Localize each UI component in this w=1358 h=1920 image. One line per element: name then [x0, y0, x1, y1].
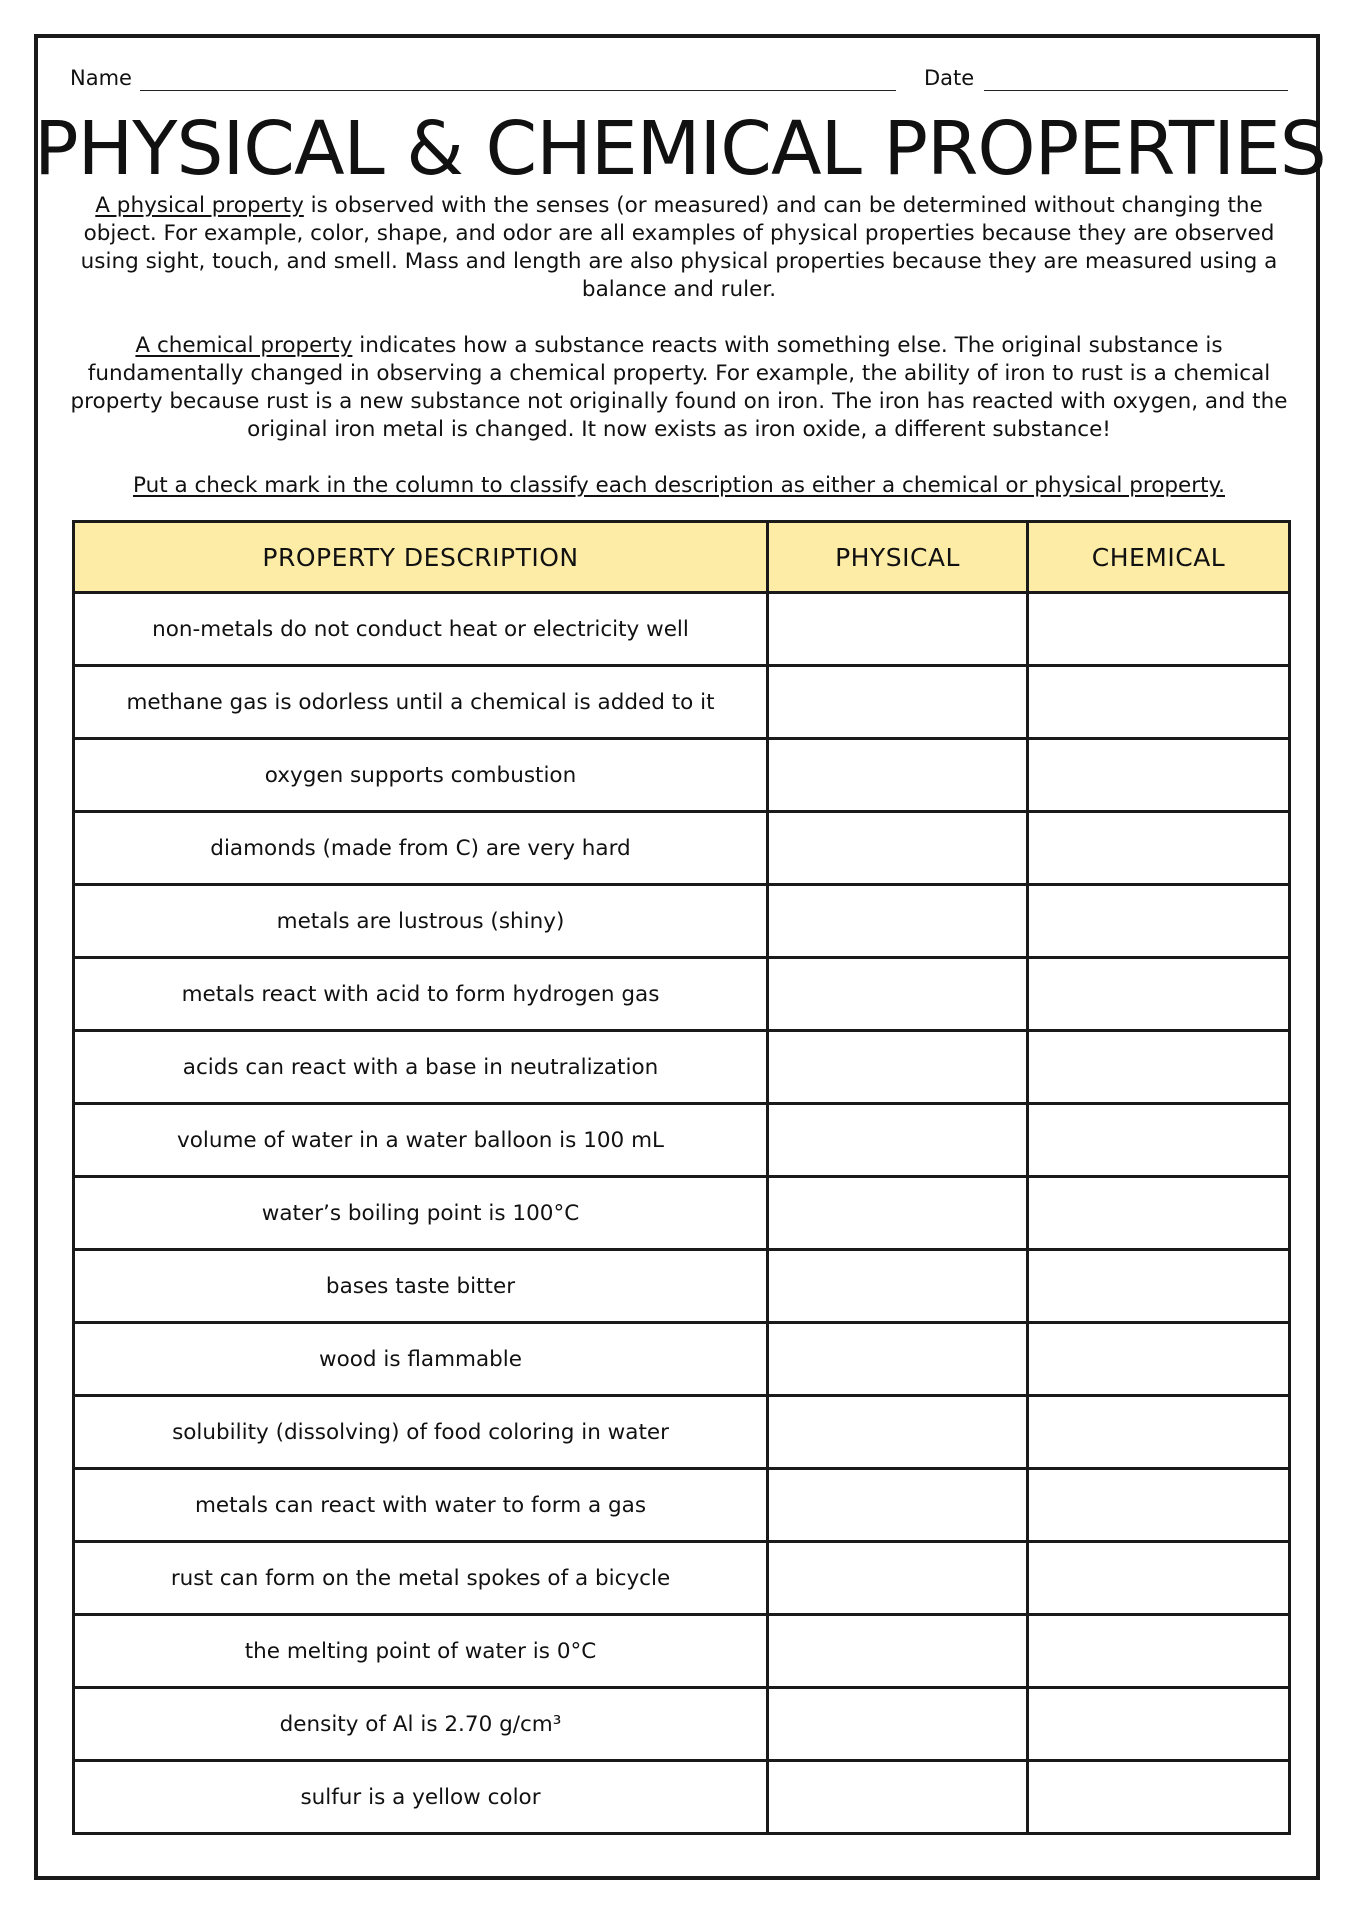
physical-property-term: A physical property	[95, 193, 304, 218]
chemical-check-cell[interactable]	[1028, 1688, 1290, 1761]
property-description: solubility (dissolving) of food coloring in water	[74, 1396, 768, 1469]
physical-check-cell[interactable]	[768, 739, 1028, 812]
property-description: diamonds (made from C) are very hard	[74, 812, 768, 885]
chemical-property-text: indicates how a substance reacts with something else. The original substance is fundamentally changed in observing a chemical property. For example, the ability of iron to rust is a chemical property because rust is a new substance not originally found on iron. The iron has reacted with oxygen, and the original iron metal is changed. It now exists as iron oxide, a different substance!	[70, 333, 1288, 442]
chemical-check-cell[interactable]	[1028, 739, 1290, 812]
physical-check-cell[interactable]	[768, 1323, 1028, 1396]
name-date-row	[70, 66, 1288, 96]
chemical-check-cell[interactable]	[1028, 666, 1290, 739]
chemical-check-cell[interactable]	[1028, 1396, 1290, 1469]
table-row	[74, 1177, 1290, 1250]
chemical-check-cell[interactable]	[1028, 593, 1290, 666]
physical-check-cell[interactable]	[768, 1542, 1028, 1615]
table-row	[74, 1761, 1290, 1834]
property-description: oxygen supports combustion	[74, 739, 768, 812]
date-label: Date	[924, 66, 975, 90]
property-description: water’s boiling point is 100°C	[74, 1177, 768, 1250]
chemical-check-cell[interactable]	[1028, 885, 1290, 958]
table-row	[74, 958, 1290, 1031]
physical-check-cell[interactable]	[768, 1615, 1028, 1688]
date-field[interactable]	[984, 90, 1288, 91]
chemical-check-cell[interactable]	[1028, 1250, 1290, 1323]
chemical-property-term: A chemical property	[135, 333, 353, 358]
chemical-check-cell[interactable]	[1028, 1761, 1290, 1834]
chemical-property-definition	[64, 332, 1294, 444]
chemical-check-cell[interactable]	[1028, 1615, 1290, 1688]
chemical-check-cell[interactable]	[1028, 1031, 1290, 1104]
table-row	[74, 1542, 1290, 1615]
chemical-check-cell[interactable]	[1028, 1469, 1290, 1542]
chemical-check-cell[interactable]	[1028, 812, 1290, 885]
name-label: Name	[70, 66, 132, 90]
physical-check-cell[interactable]	[768, 593, 1028, 666]
table-row	[74, 812, 1290, 885]
table-row	[74, 1031, 1290, 1104]
table-row	[74, 1250, 1290, 1323]
table-row	[74, 739, 1290, 812]
property-description: bases taste bitter	[74, 1250, 768, 1323]
property-description: sulfur is a yellow color	[74, 1761, 768, 1834]
physical-check-cell[interactable]	[768, 1396, 1028, 1469]
physical-check-cell[interactable]	[768, 885, 1028, 958]
table-row	[74, 1615, 1290, 1688]
table-row	[74, 593, 1290, 666]
chemical-check-cell[interactable]	[1028, 1177, 1290, 1250]
physical-check-cell[interactable]	[768, 1469, 1028, 1542]
chemical-check-cell[interactable]	[1028, 958, 1290, 1031]
table-row	[74, 1688, 1290, 1761]
chemical-check-cell[interactable]	[1028, 1323, 1290, 1396]
table-row	[74, 1323, 1290, 1396]
property-description: methane gas is odorless until a chemical is added to it	[74, 666, 768, 739]
header-chemical: CHEMICAL	[1028, 522, 1290, 593]
physical-check-cell[interactable]	[768, 1761, 1028, 1834]
property-description: wood is flammable	[74, 1323, 768, 1396]
property-description: metals can react with water to form a gas	[74, 1469, 768, 1542]
page-title: PHYSICAL & CHEMICAL PROPERTIES	[34, 106, 1326, 192]
property-description: metals react with acid to form hydrogen gas	[74, 958, 768, 1031]
chemical-check-cell[interactable]	[1028, 1542, 1290, 1615]
physical-property-definition	[64, 192, 1294, 304]
header-physical: PHYSICAL	[768, 522, 1028, 593]
physical-property-text: is observed with the senses (or measured) and can be determined without changing the object. For example, color, shape, and odor are all examples of physical properties because they are observed using sight, touch, and smell. Mass and length are also physical properties because they are measured using a balance and ruler.	[80, 193, 1278, 302]
physical-check-cell[interactable]	[768, 1031, 1028, 1104]
property-description: metals are lustrous (shiny)	[74, 885, 768, 958]
property-description: density of Al is 2.70 g/cm³	[74, 1688, 768, 1761]
property-description: non-metals do not conduct heat or electricity well	[74, 593, 768, 666]
table-row	[74, 885, 1290, 958]
table-header-row	[74, 522, 1290, 593]
header-property-description: PROPERTY DESCRIPTION	[74, 522, 768, 593]
properties-table	[72, 520, 1291, 1835]
property-description: acids can react with a base in neutralization	[74, 1031, 768, 1104]
table-row	[74, 1104, 1290, 1177]
physical-check-cell[interactable]	[768, 1177, 1028, 1250]
table-row	[74, 666, 1290, 739]
property-description: rust can form on the metal spokes of a bicycle	[74, 1542, 768, 1615]
physical-check-cell[interactable]	[768, 1250, 1028, 1323]
name-field[interactable]	[140, 90, 896, 91]
instructions: Put a check mark in the column to classify each description as either a chemical or physical property.	[133, 473, 1225, 498]
table-row	[74, 1396, 1290, 1469]
table-row	[74, 1469, 1290, 1542]
physical-check-cell[interactable]	[768, 812, 1028, 885]
chemical-check-cell[interactable]	[1028, 1104, 1290, 1177]
physical-check-cell[interactable]	[768, 1688, 1028, 1761]
property-description: the melting point of water is 0°C	[74, 1615, 768, 1688]
physical-check-cell[interactable]	[768, 958, 1028, 1031]
physical-check-cell[interactable]	[768, 666, 1028, 739]
property-description: volume of water in a water balloon is 100 mL	[74, 1104, 768, 1177]
physical-check-cell[interactable]	[768, 1104, 1028, 1177]
